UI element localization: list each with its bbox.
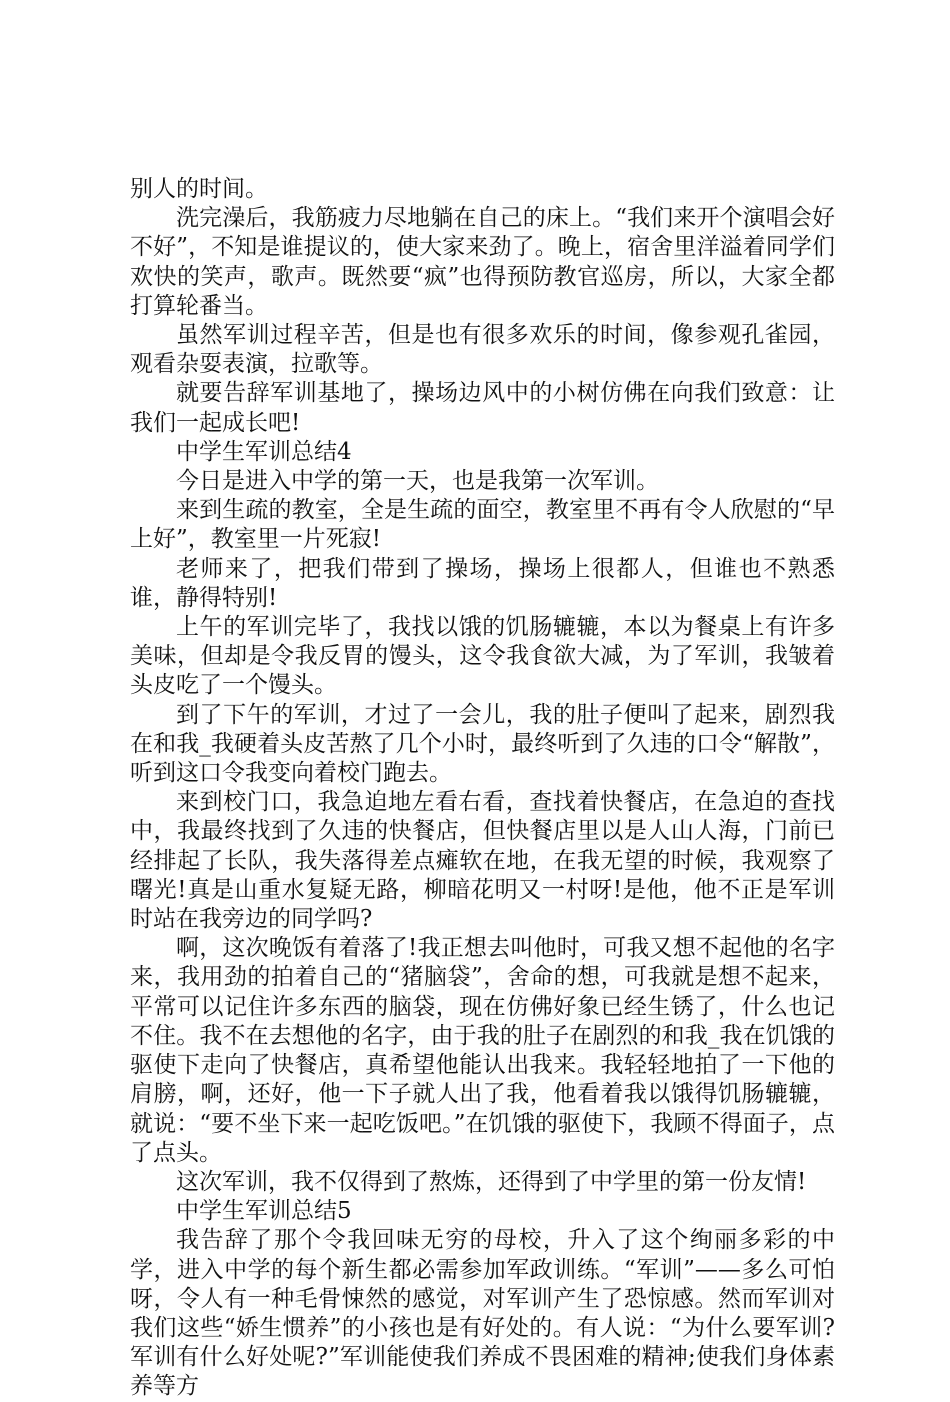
paragraph: 虽然军训过程辛苦，但是也有很多欢乐的时间，像参观孔雀园，观看杂耍表演，拉歌等。	[130, 322, 835, 378]
document-body	[130, 175, 835, 1402]
paragraph: 这次军训，我不仅得到了熬炼，还得到了中学里的第一份友情!	[176, 1168, 807, 1195]
paragraph: 上午的军训完毕了，我找以饿的饥肠辘辘，本以为餐桌上有许多美味，但却是令我反胃的馒头，这令我食欲大减，为了军训，我皱着头皮吃了一个馒头。	[130, 614, 835, 699]
paragraph: 就要告辞军训基地了，操场边风中的小树仿佛在向我们致意：让我们一起成长吧!	[130, 380, 835, 436]
paragraph: 老师来了，把我们带到了操场，操场上很都人，但谁也不熟悉谁，静得特别!	[130, 555, 835, 611]
paragraph: 来到生疏的教室，全是生疏的面空，教室里不再有令人欣慰的“早上好”，教室里一片死寂!	[130, 497, 835, 553]
paragraph: 今日是进入中学的第一天，也是我第一次军训。	[176, 468, 659, 495]
section-heading: 中学生军训总结4	[176, 438, 352, 465]
paragraph: 啊，这次晚饭有着落了!我正想去叫他时，可我又想不起他的名字来，我用劲的拍着自己的“猪脑袋”，舍命的想，可我就是想不起来，平常可以记住许多东西的脑袋，现在仿佛好象已经生锈了，什么也记不住。我不在去想他的名字，由于我的肚子在剧烈的和我_我在饥饿的驱使下走向了快餐店，真希望他能认出我来。我轻轻地拍了一下他的肩膀，啊，还好，他一下子就人出了我，他看着我以饿得饥肠辘辘，就说：“要不坐下来一起吃饭吧。”在饥饿的驱使下，我顾不得面子，点了点头。	[130, 935, 835, 1166]
paragraph: 洗完澡后，我筋疲力尽地躺在自己的床上。“我们来开个演唱会好不好”，不知是谁提议的，使大家来劲了。晚上，宿舍里洋溢着同学们欢快的笑声，歌声。既然要“疯”也得预防教官巡房，所以，大家全都打算轮番当。	[130, 205, 835, 319]
paragraph: 到了下午的军训，才过了一会儿，我的肚子便叫了起来，剧烈我在和我_我硬着头皮苦熬了几个小时，最终听到了久违的口令“解散”，听到这口令我变向着校门跑去。	[130, 701, 835, 787]
paragraph: 别人的时间。	[130, 176, 268, 202]
paragraph: 我告辞了那个令我回味无穷的母校，升入了这个绚丽多彩的中学，进入中学的每个新生都必需参加军政训练。“军训”——多么可怕呀，令人有一种毛骨悚然的感觉，对军训产生了恐惊感。然而军训对我们这些“娇生惯养”的小孩也是有好处的。有人说：“为什么要军训?军训有什么好处呢?”军训能使我们养成不畏困难的精神;使我们身体素养等方	[130, 1227, 835, 1400]
section-heading: 中学生军训总结5	[176, 1198, 352, 1225]
paragraph: 来到校门口，我急迫地左看右看，查找着快餐店，在急迫的查找中，我最终找到了久违的快餐店，但快餐店里以是人山人海，门前已经排起了长队，我失落得差点瘫软在地，在我无望的时候，我观察了曙光!真是山重水复疑无路，柳暗花明又一村呀!是他，他不正是军训时站在我旁边的同学吗?	[130, 789, 835, 933]
